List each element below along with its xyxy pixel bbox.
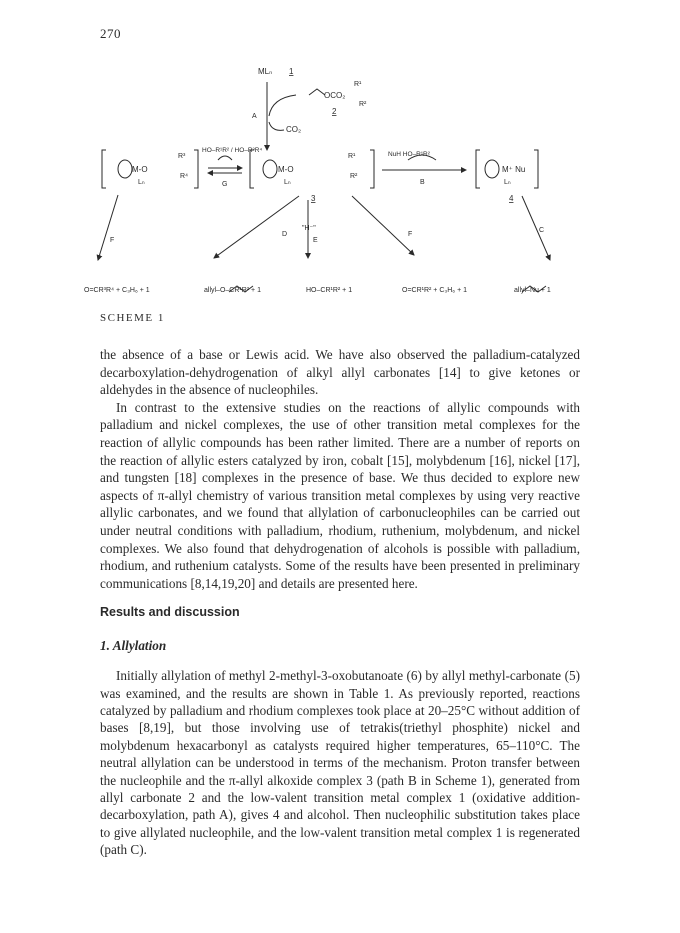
scheme-product-1: O=CR³R⁴ + C₃H₆ + 1 <box>84 287 150 294</box>
scheme-caption: SCHEME 1 <box>100 312 165 324</box>
scheme-nuh-pair: NuH HO–R¹R² <box>388 151 430 158</box>
scheme-co2: CO₂ <box>286 125 302 134</box>
scheme-center-number: 3 <box>311 194 316 203</box>
reaction-scheme <box>84 60 594 310</box>
scheme-mln-number: 1 <box>289 67 294 76</box>
scheme-path-c: C <box>539 227 545 234</box>
scheme-left-r4: R⁴ <box>180 173 189 180</box>
scheme-h-minus: "H⁻" <box>302 225 316 232</box>
subsection-heading: 1. Allylation <box>100 638 167 653</box>
scheme-path-g: G <box>222 181 228 188</box>
scheme-product-2: allyl–O–CR¹R² + 1 <box>204 287 261 294</box>
scheme-path-f-right: F <box>408 231 413 238</box>
scheme-alcohol-pair: HO–R¹R² / HO–R³R⁴ <box>202 147 263 154</box>
scheme-center-complex: M-O <box>278 165 294 174</box>
scheme-right-ln: Lₙ <box>504 179 511 186</box>
scheme-allyl-carbonate: OCO₂ <box>324 91 346 100</box>
scheme-r1-top: R¹ <box>354 81 362 88</box>
scheme-carbonate-number: 2 <box>332 107 337 116</box>
paragraph-1: the absence of a base or Lewis acid. We have also observed the palladium-catalyzed decarboxylation-dehydrogenation of alkyl allyl carbonates [14] to give ketones or aldehydes in the absence of nucleophiles. <box>100 347 580 398</box>
scheme-product-5: allyl–Nu + 1 <box>514 287 551 294</box>
scheme-left-r3: R³ <box>178 153 186 160</box>
scheme-path-e: E <box>313 237 318 244</box>
scheme-left-ln: Lₙ <box>138 179 145 186</box>
scheme-right-complex: M⁺ Nu <box>502 165 526 174</box>
scheme-right-number: 4 <box>509 194 514 203</box>
intro-text <box>100 346 580 592</box>
scheme-product-3: HO–CR¹R² + 1 <box>306 287 353 294</box>
page-number: 270 <box>100 26 121 41</box>
scheme-product-4: O=CR¹R² + C₃H₆ + 1 <box>402 287 467 294</box>
allylation-text <box>100 654 580 872</box>
scheme-path-b: B <box>420 179 425 186</box>
section-heading: Results and discussion <box>100 605 240 619</box>
scheme-center-r1: R¹ <box>348 153 356 160</box>
scheme-center-r2: R² <box>350 173 358 180</box>
scheme-mln: MLₙ <box>258 67 273 76</box>
paragraph-allylation: Initially allylation of methyl 2-methyl-3-oxobutanoate (6) by allyl methyl-carbonate (5) was examined, and the results are shown in Table 1. As previously reported, reactions catalyzed by palladium and rhodium complexes took place at 20–25°C without addition of bases [8,19], but those involving use of tetrakis(triethyl phosphite) nickel and molybdenum hexacarbonyl as catalysts required higher temperatures, 65–110°C. The neutral allylation can be understood in terms of the mechanism. Proton transfer between the nucleophile and the π-allyl alkoxide complex 3 (path B in Scheme 1), generated from allyl carbonate 2 and the low-valent transition metal complex 1 (oxidative addition-decarboxylation, path A), gives 4 and alcohol. Then nucleophilic substitution takes place to give allylated nucleophile, and the low-valent transition metal complex 1 is regenerated (path C). <box>100 668 580 858</box>
scheme-path-a: A <box>252 113 257 120</box>
scheme-path-d: D <box>282 231 288 238</box>
scheme-center-ln: Lₙ <box>284 179 291 186</box>
paragraph-2: In contrast to the extensive studies on the reactions of allylic compounds with palladium and nickel complexes, the use of other transition metal complexes for the reaction of allylic compounds has been rather limited. There are a number of reports on the reaction of allylic esters catalyzed by iron, cobalt [15], molybdenum [16], nickel [17], and tungsten [18] complexes in the presence of base. We thus decided to explore new aspects of π-allyl chemistry of various transition metal complexes by using very reactive allylic carbonates, and we found that allylation of carbonucleophiles can be carried out under neutral conditions with palladium, rhodium, ruthenium, molybdenum, and nickel complexes. We also found that dehydrogenation of alcohols is possible with palladium, rhodium, and ruthenium catalysts. Some of the results have been presented in preliminary communications [8,14,19,20] and details are presented here. <box>100 399 580 591</box>
scheme-r2-top: R² <box>359 101 367 108</box>
scheme-path-f-left: F <box>110 237 115 244</box>
scheme-left-complex: M-O <box>132 165 148 174</box>
